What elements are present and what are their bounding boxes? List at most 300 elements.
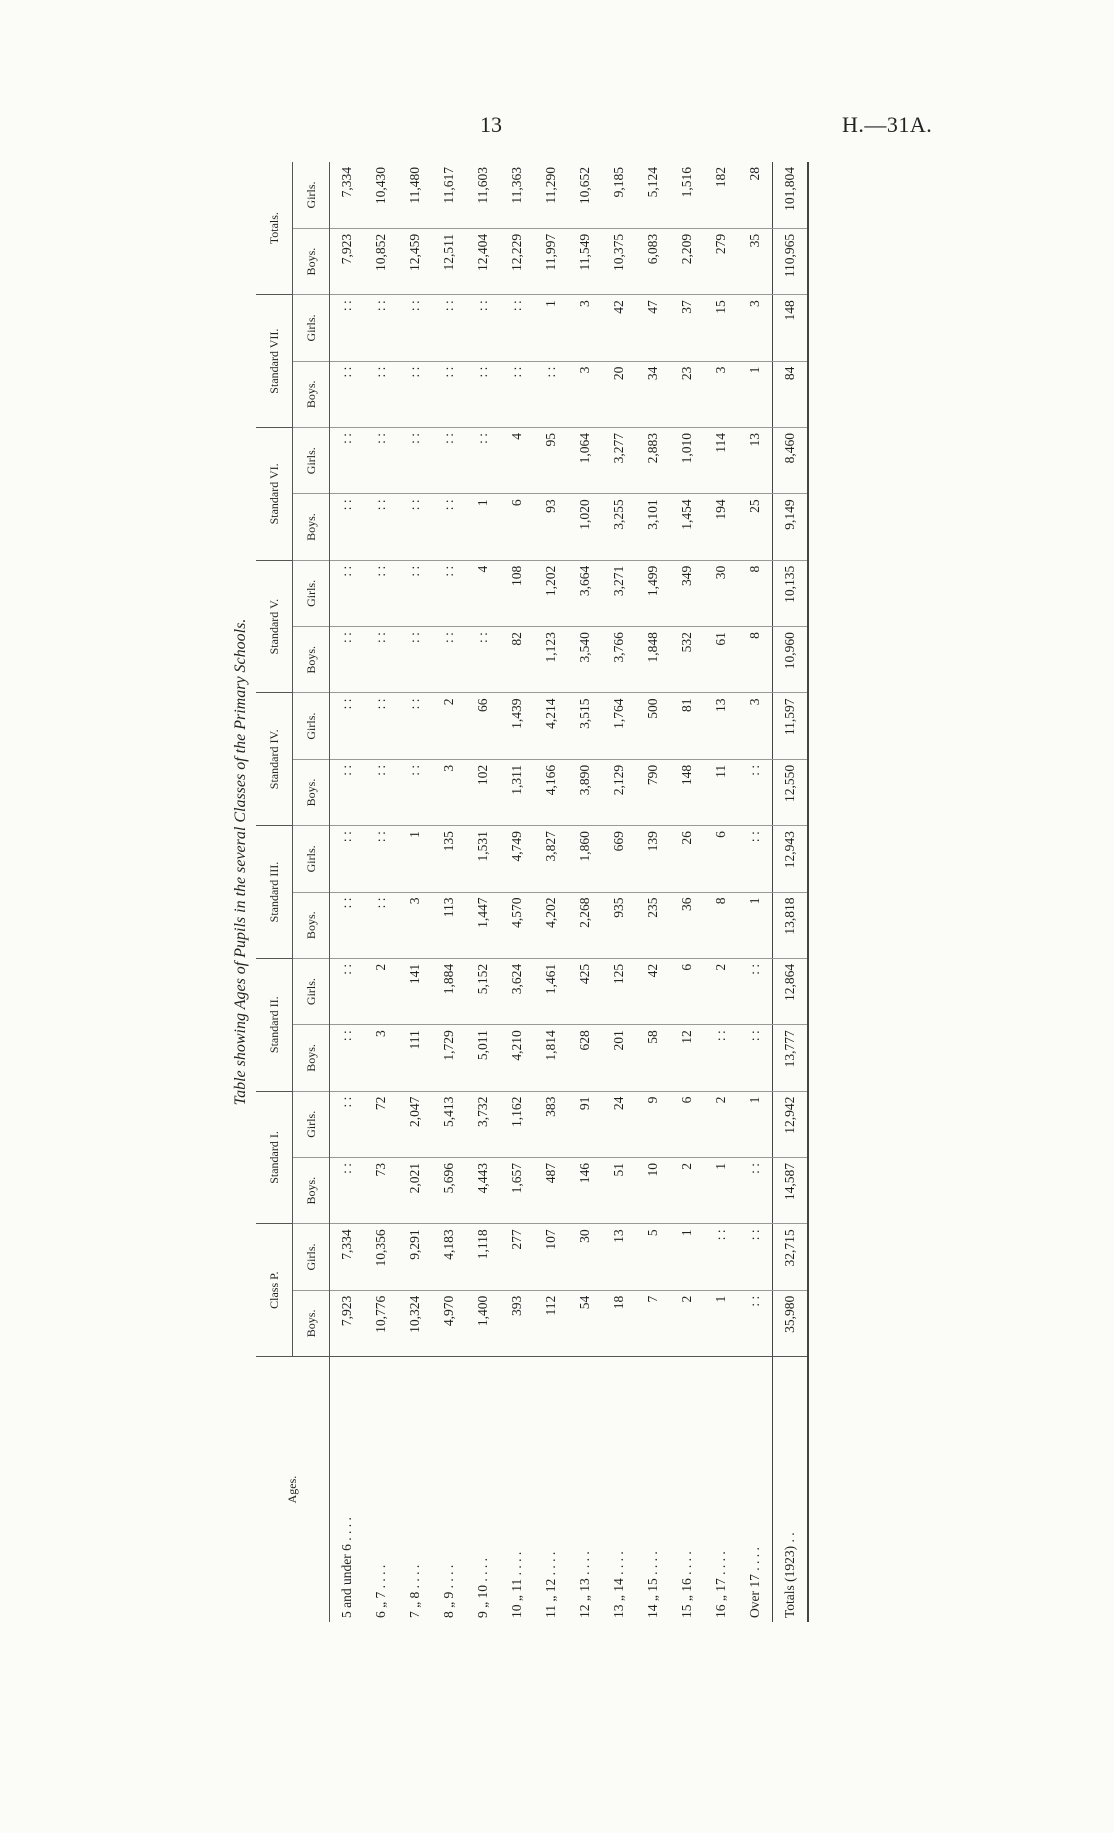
- boys-subheader: Boys.: [293, 494, 330, 560]
- age-label: 6 „ 7 . . . .: [364, 1357, 398, 1622]
- table-row: [432, 162, 466, 1622]
- table-cell: : :: [364, 494, 398, 560]
- table-cell: : :: [330, 892, 365, 958]
- group-header: Standard II.: [256, 958, 293, 1091]
- table-cell: 6: [500, 494, 534, 560]
- table-cell: 111: [398, 1025, 432, 1091]
- age-label: 16 „ 17 . . . .: [704, 1357, 738, 1622]
- group-header: Standard I.: [256, 1091, 293, 1224]
- table-cell: 14,587: [773, 1157, 809, 1223]
- table-cell: 1,860: [568, 826, 602, 892]
- table-cell: : :: [364, 361, 398, 427]
- table-cell: : :: [330, 361, 365, 427]
- table-cell: 1: [738, 1091, 773, 1157]
- table-cell: : :: [330, 1091, 365, 1157]
- table-cell: 93: [534, 494, 568, 560]
- table-cell: 139: [636, 826, 670, 892]
- table-cell: 10,135: [773, 560, 809, 626]
- table-cell: 30: [568, 1224, 602, 1290]
- table-cell: 628: [568, 1025, 602, 1091]
- table-cell: 201: [602, 1025, 636, 1091]
- table-cell: 1,123: [534, 627, 568, 693]
- page-number: 13: [480, 112, 502, 137]
- table-body: [330, 162, 809, 1622]
- table-cell: : :: [398, 560, 432, 626]
- table-cell: : :: [398, 494, 432, 560]
- table-row: [636, 162, 670, 1622]
- table-cell: 1,020: [568, 494, 602, 560]
- table-cell: 11,617: [432, 162, 466, 228]
- table-cell: : :: [466, 627, 500, 693]
- table-cell: : :: [398, 295, 432, 361]
- table-cell: 125: [602, 958, 636, 1024]
- group-header: Standard V.: [256, 560, 293, 693]
- table-cell: 1,531: [466, 826, 500, 892]
- table-cell: 2: [670, 1290, 704, 1356]
- table-cell: : :: [398, 361, 432, 427]
- table-row: [568, 162, 602, 1622]
- age-label: 5 and under 6 . . . .: [330, 1357, 365, 1622]
- table-cell: 235: [636, 892, 670, 958]
- table-row: [364, 162, 398, 1622]
- table-cell: 148: [773, 295, 809, 361]
- page-reference: H.—31A.: [842, 112, 933, 137]
- table-cell: 5,413: [432, 1091, 466, 1157]
- rotated-table-container: [226, 162, 806, 1622]
- table-cell: 10,652: [568, 162, 602, 228]
- table-cell: : :: [330, 428, 365, 494]
- table-cell: 2,268: [568, 892, 602, 958]
- table-cell: : :: [500, 295, 534, 361]
- table-cell: 4,570: [500, 892, 534, 958]
- table-cell: : :: [330, 693, 365, 759]
- boys-subheader: Boys.: [293, 361, 330, 427]
- table-cell: 61: [704, 627, 738, 693]
- boys-subheader: Boys.: [293, 892, 330, 958]
- table-cell: 3,255: [602, 494, 636, 560]
- table-cell: 114: [704, 428, 738, 494]
- table-row: [704, 162, 738, 1622]
- table-cell: 1,010: [670, 428, 704, 494]
- table-cell: 1,454: [670, 494, 704, 560]
- table-cell: 8: [704, 892, 738, 958]
- table-cell: 6: [670, 1091, 704, 1157]
- table-cell: : :: [330, 826, 365, 892]
- table-cell: 95: [534, 428, 568, 494]
- table-cell: 2: [704, 1091, 738, 1157]
- table-cell: 36: [670, 892, 704, 958]
- table-cell: 3: [568, 361, 602, 427]
- table-cell: 1,064: [568, 428, 602, 494]
- table-cell: 279: [704, 228, 738, 294]
- table-cell: 1: [738, 892, 773, 958]
- table-cell: : :: [432, 494, 466, 560]
- table-cell: 277: [500, 1224, 534, 1290]
- table-cell: 6: [704, 826, 738, 892]
- table-cell: 15: [704, 295, 738, 361]
- table-cell: 12,864: [773, 958, 809, 1024]
- table-cell: 12,404: [466, 228, 500, 294]
- table-cell: : :: [364, 428, 398, 494]
- table-cell: 28: [738, 162, 773, 228]
- group-header: Standard III.: [256, 826, 293, 959]
- table-cell: 12,943: [773, 826, 809, 892]
- table-cell: : :: [398, 693, 432, 759]
- table-cell: 669: [602, 826, 636, 892]
- table-cell: 3,277: [602, 428, 636, 494]
- table-cell: 35,980: [773, 1290, 809, 1356]
- table-row: [534, 162, 568, 1622]
- table-cell: : :: [364, 627, 398, 693]
- table-cell: 35: [738, 228, 773, 294]
- table-cell: 1,311: [500, 759, 534, 825]
- table-cell: 6,083: [636, 228, 670, 294]
- table-cell: 26: [670, 826, 704, 892]
- table-cell: 37: [670, 295, 704, 361]
- boys-subheader: Boys.: [293, 1290, 330, 1356]
- table-cell: 1,447: [466, 892, 500, 958]
- table-cell: 54: [568, 1290, 602, 1356]
- group-header: Standard IV.: [256, 693, 293, 826]
- age-label: Totals (1923) . .: [773, 1357, 809, 1622]
- table-cell: : :: [466, 428, 500, 494]
- table-cell: 3: [364, 1025, 398, 1091]
- table-cell: 11,480: [398, 162, 432, 228]
- table-cell: 3,664: [568, 560, 602, 626]
- table-cell: 9,149: [773, 494, 809, 560]
- age-label: 14 „ 15 . . . .: [636, 1357, 670, 1622]
- table-cell: 1,499: [636, 560, 670, 626]
- table-cell: 4,443: [466, 1157, 500, 1223]
- table-cell: 3: [738, 693, 773, 759]
- table-cell: 1,657: [500, 1157, 534, 1223]
- table-cell: 2: [432, 693, 466, 759]
- table-cell: 7: [636, 1290, 670, 1356]
- table-cell: 47: [636, 295, 670, 361]
- table-cell: 108: [500, 560, 534, 626]
- table-cell: 8: [738, 560, 773, 626]
- table-cell: 1: [704, 1157, 738, 1223]
- table-cell: 34: [636, 361, 670, 427]
- ages-table: [256, 162, 809, 1622]
- group-header: Standard VII.: [256, 295, 293, 428]
- age-label: 10 „ 11 . . . .: [500, 1357, 534, 1622]
- table-cell: 32,715: [773, 1224, 809, 1290]
- table-cell: 9,185: [602, 162, 636, 228]
- age-label: 8 „ 9 . . . .: [432, 1357, 466, 1622]
- table-cell: : :: [330, 759, 365, 825]
- table-cell: 4,202: [534, 892, 568, 958]
- table-cell: : :: [398, 627, 432, 693]
- table-cell: 6: [670, 958, 704, 1024]
- table-cell: 7,923: [330, 228, 365, 294]
- girls-subheader: Girls.: [293, 1224, 330, 1290]
- table-cell: 2,021: [398, 1157, 432, 1223]
- table-cell: 7,923: [330, 1290, 365, 1356]
- table-cell: 4,183: [432, 1224, 466, 1290]
- table-row: [330, 162, 365, 1622]
- table-cell: 13,818: [773, 892, 809, 958]
- table-cell: 13: [704, 693, 738, 759]
- table-cell: 1,814: [534, 1025, 568, 1091]
- table-cell: 500: [636, 693, 670, 759]
- table-cell: 8: [738, 627, 773, 693]
- age-label: 12 „ 13 . . . .: [568, 1357, 602, 1622]
- table-cell: : :: [364, 892, 398, 958]
- table-cell: : :: [738, 958, 773, 1024]
- table-cell: 1: [534, 295, 568, 361]
- table-cell: 107: [534, 1224, 568, 1290]
- table-cell: 4,214: [534, 693, 568, 759]
- table-cell: 20: [602, 361, 636, 427]
- group-header: Standard VI.: [256, 428, 293, 561]
- table-cell: : :: [432, 560, 466, 626]
- table-cell: 1,400: [466, 1290, 500, 1356]
- table-row: [398, 162, 432, 1622]
- table-cell: 935: [602, 892, 636, 958]
- table-cell: : :: [364, 295, 398, 361]
- table-cell: 141: [398, 958, 432, 1024]
- table-cell: 393: [500, 1290, 534, 1356]
- group-header: Totals.: [256, 162, 293, 295]
- table-cell: : :: [500, 361, 534, 427]
- girls-subheader: Girls.: [293, 693, 330, 759]
- table-cell: 10,960: [773, 627, 809, 693]
- table-cell: 10,776: [364, 1290, 398, 1356]
- table-cell: 4,166: [534, 759, 568, 825]
- table-cell: 10,375: [602, 228, 636, 294]
- table-cell: 13: [602, 1224, 636, 1290]
- table-cell: 3: [568, 295, 602, 361]
- table-cell: 2,129: [602, 759, 636, 825]
- table-cell: : :: [330, 1025, 365, 1091]
- table-cell: 1,848: [636, 627, 670, 693]
- table-cell: 1,884: [432, 958, 466, 1024]
- table-cell: 11,597: [773, 693, 809, 759]
- table-cell: 2,209: [670, 228, 704, 294]
- table-row: [500, 162, 534, 1622]
- table-cell: : :: [364, 693, 398, 759]
- table-cell: 425: [568, 958, 602, 1024]
- table-cell: 1: [398, 826, 432, 892]
- table-cell: 24: [602, 1091, 636, 1157]
- table-cell: 3: [704, 361, 738, 427]
- table-cell: 3,827: [534, 826, 568, 892]
- table-cell: 9: [636, 1091, 670, 1157]
- ages-header: Ages.: [256, 1357, 330, 1622]
- table-cell: 8,460: [773, 428, 809, 494]
- table-cell: 42: [602, 295, 636, 361]
- table-cell: 5,124: [636, 162, 670, 228]
- table-cell: 2: [670, 1157, 704, 1223]
- table-cell: 194: [704, 494, 738, 560]
- table-cell: 2,883: [636, 428, 670, 494]
- table-cell: 3,766: [602, 627, 636, 693]
- table-cell: : :: [432, 627, 466, 693]
- table-cell: 13,777: [773, 1025, 809, 1091]
- age-label: 11 „ 12 . . . .: [534, 1357, 568, 1622]
- table-cell: 2: [364, 958, 398, 1024]
- table-cell: 487: [534, 1157, 568, 1223]
- table-cell: : :: [534, 361, 568, 427]
- table-cell: 383: [534, 1091, 568, 1157]
- table-cell: 4: [500, 428, 534, 494]
- table-cell: 18: [602, 1290, 636, 1356]
- boys-subheader: Boys.: [293, 228, 330, 294]
- table-cell: 4,210: [500, 1025, 534, 1091]
- table-cell: 1: [670, 1224, 704, 1290]
- table-cell: 1,516: [670, 162, 704, 228]
- table-cell: 3: [432, 759, 466, 825]
- table-cell: 113: [432, 892, 466, 958]
- table-cell: 148: [670, 759, 704, 825]
- table-cell: : :: [330, 958, 365, 1024]
- table-cell: : :: [466, 361, 500, 427]
- table-cell: 42: [636, 958, 670, 1024]
- table-row: [670, 162, 704, 1622]
- table-cell: 2,047: [398, 1091, 432, 1157]
- table-cell: 81: [670, 693, 704, 759]
- table-cell: : :: [330, 627, 365, 693]
- table-row: [602, 162, 636, 1622]
- table-cell: 11,290: [534, 162, 568, 228]
- table-cell: 10,356: [364, 1224, 398, 1290]
- table-cell: : :: [432, 361, 466, 427]
- table-cell: 3,101: [636, 494, 670, 560]
- table-cell: 11,363: [500, 162, 534, 228]
- table-cell: 10,324: [398, 1290, 432, 1356]
- table-cell: 3: [738, 295, 773, 361]
- table-cell: 66: [466, 693, 500, 759]
- table-cell: 135: [432, 826, 466, 892]
- table-cell: 5,696: [432, 1157, 466, 1223]
- table-cell: 11: [704, 759, 738, 825]
- table-cell: : :: [364, 560, 398, 626]
- table-cell: 4: [466, 560, 500, 626]
- table-cell: : :: [330, 1157, 365, 1223]
- table-cell: 12,942: [773, 1091, 809, 1157]
- table-cell: 2: [704, 958, 738, 1024]
- table-row: [738, 162, 773, 1622]
- table-cell: : :: [330, 494, 365, 560]
- girls-subheader: Girls.: [293, 560, 330, 626]
- table-cell: 12,511: [432, 228, 466, 294]
- table-cell: : :: [330, 560, 365, 626]
- group-header: Class P.: [256, 1224, 293, 1357]
- table-cell: 84: [773, 361, 809, 427]
- table-cell: 3,732: [466, 1091, 500, 1157]
- table-cell: 146: [568, 1157, 602, 1223]
- table-cell: 3,890: [568, 759, 602, 825]
- age-label: 7 „ 8 . . . .: [398, 1357, 432, 1622]
- table-cell: 1,461: [534, 958, 568, 1024]
- table-cell: 1,202: [534, 560, 568, 626]
- table-cell: 7,334: [330, 162, 365, 228]
- table-row: [466, 162, 500, 1622]
- age-label: 9 „ 10 . . . .: [466, 1357, 500, 1622]
- table-cell: 112: [534, 1290, 568, 1356]
- table-cell: 11,603: [466, 162, 500, 228]
- girls-subheader: Girls.: [293, 162, 330, 228]
- table-cell: : :: [466, 295, 500, 361]
- boys-subheader: Boys.: [293, 1025, 330, 1091]
- table-cell: 72: [364, 1091, 398, 1157]
- table-cell: 25: [738, 494, 773, 560]
- table-cell: 1,162: [500, 1091, 534, 1157]
- table-cell: 349: [670, 560, 704, 626]
- table-cell: 1: [466, 494, 500, 560]
- girls-subheader: Girls.: [293, 826, 330, 892]
- table-cell: 790: [636, 759, 670, 825]
- table-cell: 73: [364, 1157, 398, 1223]
- table-cell: : :: [704, 1025, 738, 1091]
- group-header-row: [256, 162, 293, 1622]
- table-cell: 30: [704, 560, 738, 626]
- table-cell: : :: [432, 295, 466, 361]
- table-cell: : :: [432, 428, 466, 494]
- table-cell: 532: [670, 627, 704, 693]
- table-cell: 7,334: [330, 1224, 365, 1290]
- table-cell: 11,549: [568, 228, 602, 294]
- table-cell: 10: [636, 1157, 670, 1223]
- age-label: 13 „ 14 . . . .: [602, 1357, 636, 1622]
- table-cell: : :: [738, 1224, 773, 1290]
- table-cell: : :: [738, 1290, 773, 1356]
- table-cell: 102: [466, 759, 500, 825]
- table-cell: 3,515: [568, 693, 602, 759]
- table-cell: : :: [330, 295, 365, 361]
- table-row: [773, 162, 809, 1622]
- table-cell: 23: [670, 361, 704, 427]
- age-label: Over 17 . . . .: [738, 1357, 773, 1622]
- table-cell: 9,291: [398, 1224, 432, 1290]
- girls-subheader: Girls.: [293, 295, 330, 361]
- boys-subheader: Boys.: [293, 759, 330, 825]
- table-cell: 12,229: [500, 228, 534, 294]
- girls-subheader: Girls.: [293, 428, 330, 494]
- age-label: 15 „ 16 . . . .: [670, 1357, 704, 1622]
- table-cell: 12,459: [398, 228, 432, 294]
- table-cell: : :: [398, 759, 432, 825]
- table-cell: 91: [568, 1091, 602, 1157]
- table-cell: : :: [738, 826, 773, 892]
- table-cell: 1: [704, 1290, 738, 1356]
- table-cell: 12: [670, 1025, 704, 1091]
- table-cell: : :: [738, 759, 773, 825]
- table-cell: : :: [738, 1157, 773, 1223]
- table-cell: 1,439: [500, 693, 534, 759]
- table-cell: 5: [636, 1224, 670, 1290]
- girls-subheader: Girls.: [293, 1091, 330, 1157]
- table-cell: 3,624: [500, 958, 534, 1024]
- table-cell: : :: [364, 759, 398, 825]
- table-cell: : :: [738, 1025, 773, 1091]
- table-cell: : :: [398, 428, 432, 494]
- table-cell: 110,965: [773, 228, 809, 294]
- table-cell: 182: [704, 162, 738, 228]
- table-cell: 4,749: [500, 826, 534, 892]
- table-cell: 3,271: [602, 560, 636, 626]
- table-cell: 1,729: [432, 1025, 466, 1091]
- table-cell: 1: [738, 361, 773, 427]
- boys-subheader: Boys.: [293, 627, 330, 693]
- table-cell: 11,997: [534, 228, 568, 294]
- table-cell: 58: [636, 1025, 670, 1091]
- table-cell: 101,804: [773, 162, 809, 228]
- table-cell: 5,152: [466, 958, 500, 1024]
- table-cell: 3,540: [568, 627, 602, 693]
- table-cell: 1,764: [602, 693, 636, 759]
